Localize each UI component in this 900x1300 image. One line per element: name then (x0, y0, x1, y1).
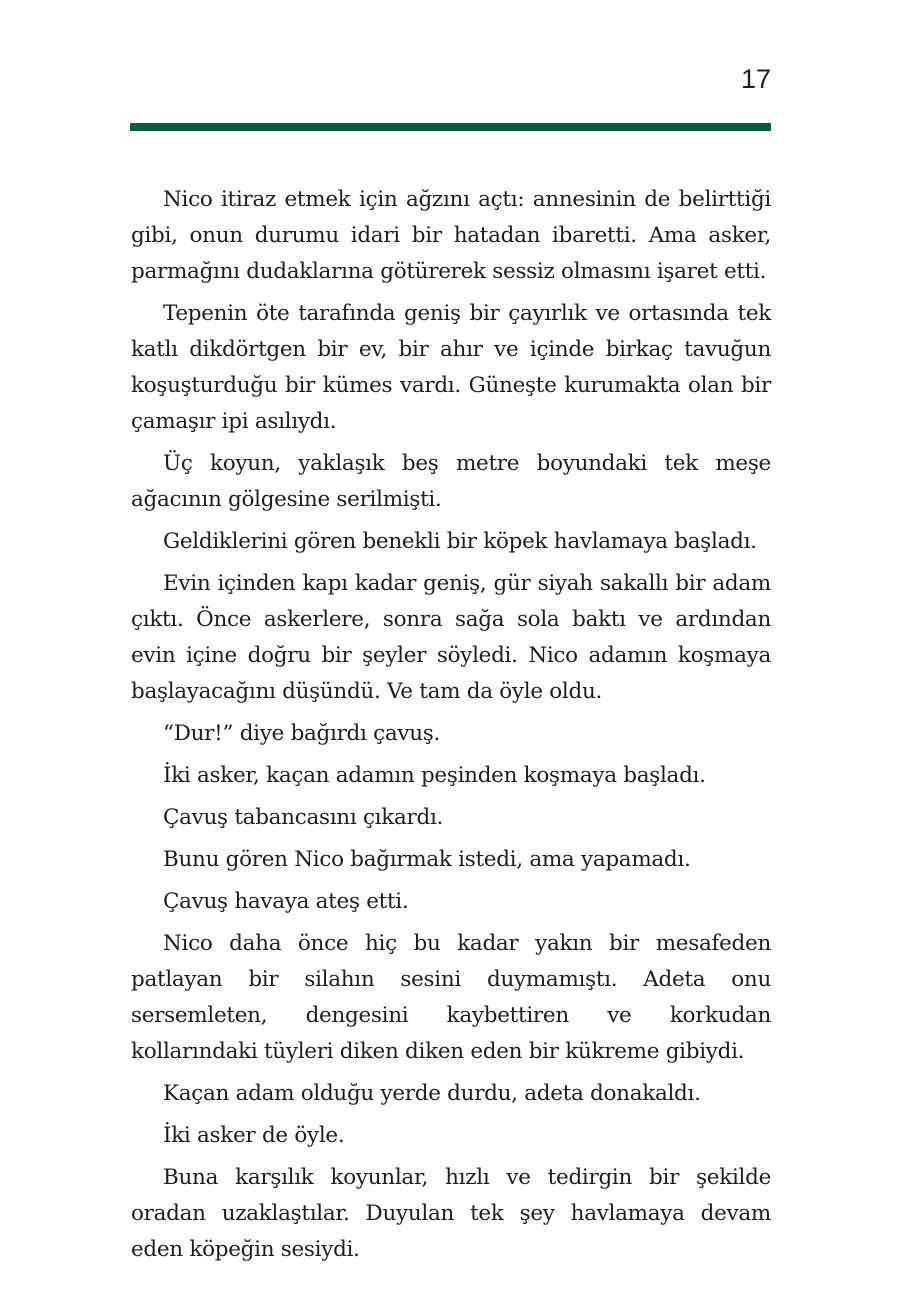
body-text (131, 182, 771, 1274)
paragraph: Bunu gören Nico bağırmak istedi, ama yapamadı. (163, 847, 691, 872)
paragraph: Üç koyun, yaklaşık beş metre boyundaki tek meşe ağacının gölgesine serilmişti. (131, 451, 771, 512)
paragraph: Nico itiraz etmek için ağzını açtı: annesinin de belirttiği gibi, onun durumu idari bir hatadan ibaretti. Ama asker, parmağını dudaklarına götürerek sessiz olmasını işaret etti. (131, 187, 771, 284)
paragraph: Geldiklerini gören benekli bir köpek havlamaya başladı. (163, 529, 757, 554)
paragraph: “Dur!” diye bağırdı çavuş. (163, 721, 441, 746)
paragraph: Tepenin öte tarafında geniş bir çayırlık ve ortasında tek katlı dikdörtgen bir ev, bir ahır ve içinde birkaç tavuğun koşuşturduğu bir kümes vardı. Güneşte kurumakta olan bir çamaşır ipi asılıydı. (131, 301, 771, 434)
paragraph: Çavuş tabancasını çıkardı. (163, 805, 444, 830)
paragraph: İki asker de öyle. (163, 1123, 345, 1148)
paragraph: Evin içinden kapı kadar geniş, gür siyah sakallı bir adam çıktı. Önce askerlere, sonra sağa sola baktı ve ardından evin içine doğru bir şeyler söyledi. Nico adamın koşmaya başlayacağını düşündü. Ve tam da öyle oldu. (131, 571, 771, 704)
paragraph: Nico daha önce hiç bu kadar yakın bir mesafeden patlayan bir silahın sesini duymamıştı. Adeta onu sersemleten, dengesini kaybettiren ve korkudan kollarındaki tüyleri diken diken eden bir kükreme gibiydi. (131, 931, 771, 1064)
page-number: 17 (740, 64, 771, 94)
paragraph: İki asker, kaçan adamın peşinden koşmaya başladı. (163, 763, 706, 788)
paragraph: Buna karşılık koyunlar, hızlı ve tedirgin bir şekilde oradan uzaklaştılar. Duyulan tek şey havlamaya devam eden köpeğin sesiydi. (131, 1165, 771, 1262)
paragraph: Çavuş havaya ateş etti. (163, 889, 409, 914)
paragraph: Kaçan adam olduğu yerde durdu, adeta donakaldı. (163, 1081, 701, 1106)
header-rule (130, 123, 771, 131)
